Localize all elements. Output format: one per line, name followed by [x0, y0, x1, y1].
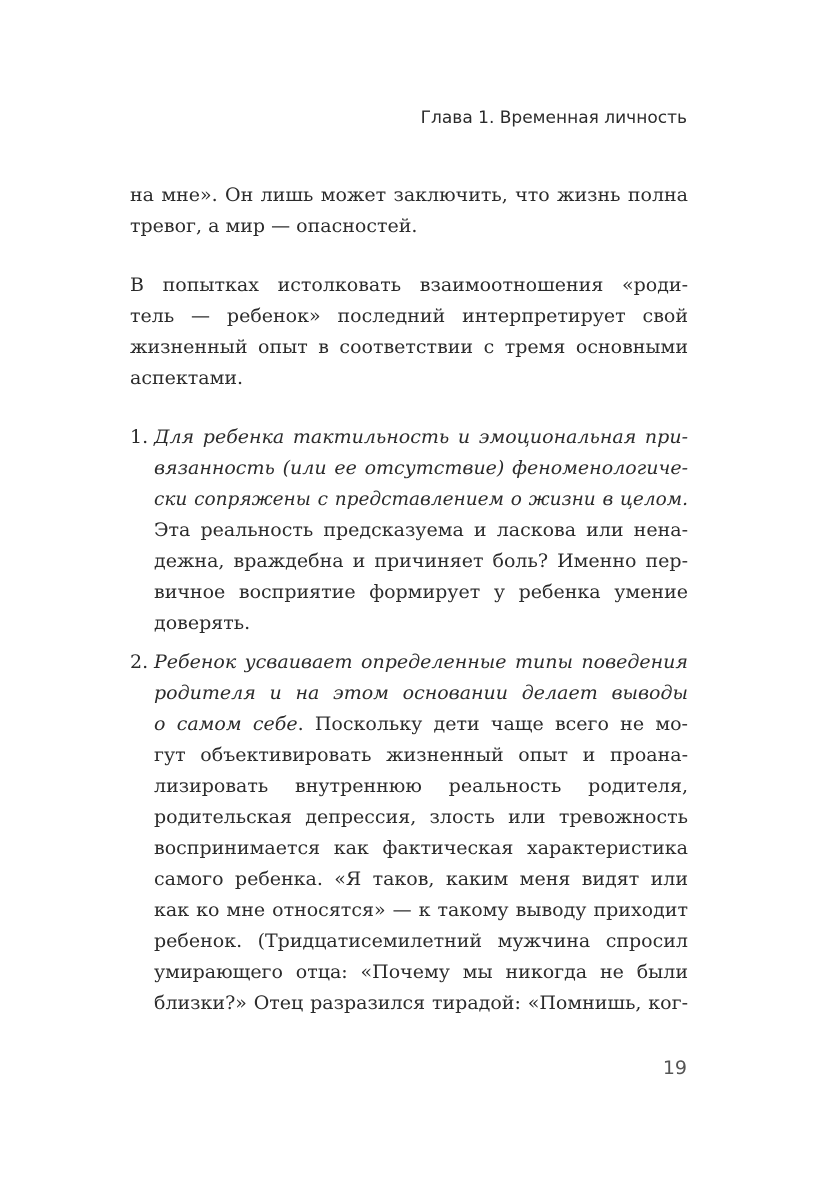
text-line: аспектами. — [130, 367, 244, 389]
text-line — [154, 709, 688, 740]
text-line — [154, 988, 688, 1019]
normal-span: ребенок. (Тридцатисемилетний мужчина спросил — [154, 930, 688, 952]
normal-span: дежна, враждебна и причиняет боль? Именно пер- — [154, 550, 688, 572]
paragraph-2 — [130, 270, 688, 394]
text-line — [154, 926, 688, 957]
normal-span: близки?» Отец разразился тирадой: «Помнишь, ког- — [154, 992, 688, 1014]
text-line — [154, 833, 688, 864]
normal-span: . Поскольку дети чаще всего не мо- — [297, 713, 688, 735]
text-line: тель — ребенок» последний интерпретирует свой — [130, 305, 688, 327]
text-line — [154, 515, 688, 546]
list-number: 2. — [130, 651, 149, 673]
text-line — [154, 740, 688, 771]
italic-span: ски сопряжены с представлением о жизни в целом. — [154, 489, 688, 510]
body-text — [130, 180, 688, 1019]
text-line — [154, 608, 688, 639]
list-item-1 — [130, 422, 688, 639]
paragraph-1 — [130, 180, 688, 242]
list-item-2 — [130, 647, 688, 1019]
list-number: 1. — [130, 426, 149, 448]
normal-span: самого ребенка. «Я таков, каким меня видят или — [154, 868, 688, 890]
italic-span: вязанность (или ее отсутствие) феноменологиче- — [154, 457, 688, 479]
text-line: на мне». Он лишь может заключить, что жизнь полна — [130, 184, 688, 206]
italic-span: о самом себе — [154, 713, 298, 735]
text-line — [154, 678, 688, 709]
normal-span: умирающего отца: «Почему мы никогда не были — [154, 961, 688, 983]
italic-span: родителя и на этом основании делает выводы — [154, 682, 688, 704]
page-number: 19 — [662, 1057, 687, 1079]
text-line: В попытках истолковать взаимоотношения «роди- — [130, 274, 688, 296]
text-line — [154, 802, 688, 833]
text-line — [154, 484, 688, 515]
normal-span: Эта реальность предсказуема и ласкова или нена- — [154, 519, 688, 541]
text-line — [154, 577, 688, 608]
text-line — [154, 422, 688, 453]
normal-span: доверять. — [154, 612, 251, 634]
text-line — [154, 453, 688, 484]
normal-span: родительская депрессия, злость или тревожность — [154, 806, 688, 828]
normal-span: гут объективировать жизненный опыт и проана- — [154, 744, 688, 766]
text-line — [154, 771, 688, 802]
text-line — [154, 647, 688, 678]
text-line: тревог, а мир — опасностей. — [130, 215, 418, 237]
normal-span: вичное восприятие формирует у ребенка умение — [154, 581, 688, 603]
text-line — [154, 895, 688, 926]
normal-span: воспринимается как фактическая характеристика — [154, 837, 688, 859]
text-line — [154, 864, 688, 895]
text-line — [154, 957, 688, 988]
text-line — [154, 546, 688, 577]
text-line: жизненный опыт в соответствии с тремя основными — [130, 336, 688, 358]
normal-span: как ко мне относятся» — к такому выводу приходит — [154, 899, 688, 921]
normal-span: лизировать внутреннюю реальность родителя, — [154, 775, 688, 797]
running-head: Глава 1. Временная личность — [420, 108, 687, 128]
italic-span: Ребенок усваивает определенные типы поведения — [154, 651, 688, 673]
italic-span: Для ребенка тактильность и эмоциональная при- — [154, 426, 688, 448]
